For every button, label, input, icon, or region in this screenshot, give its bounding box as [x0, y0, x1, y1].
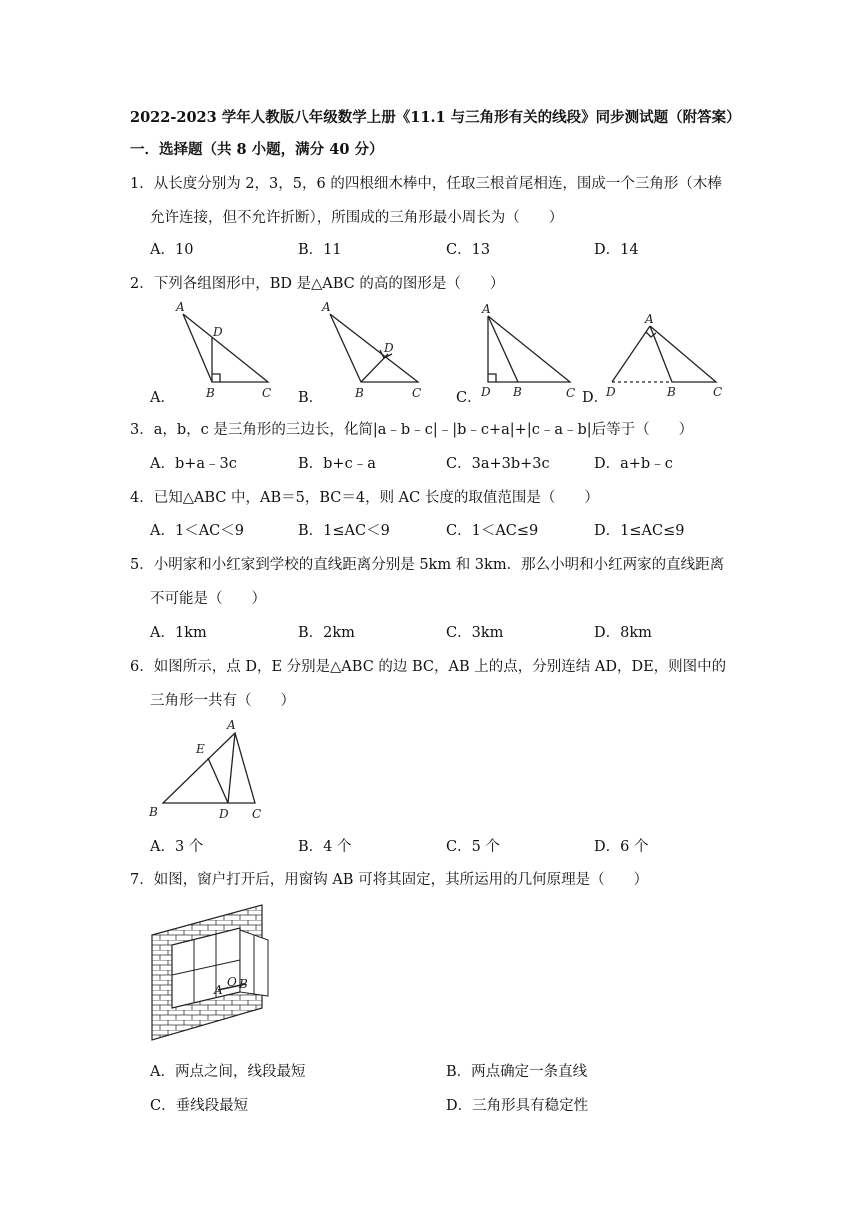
question-5-option-a: A．1km	[150, 625, 207, 641]
fig-a-label-d: D	[213, 325, 223, 339]
question-5-line-2: 不可能是（ ）	[150, 591, 266, 607]
question-4-line-1: 4．已知△ABC 中，AB＝5，BC＝4，则 AC 长度的取值范围是（ ）	[130, 490, 599, 506]
question-6-option-d: D．6 个	[594, 839, 649, 855]
fig-a-label-c: C	[262, 386, 272, 400]
question-3-line-1: 3．a，b，c 是三角形的三边长，化简|a﹣b﹣c|﹣|b﹣c+a|+|c﹣a﹣b|后等于（ ）	[130, 422, 694, 438]
page-title: 2022-2023 学年人教版八年级数学上册《11.1 与三角形有关的线段》同步测试题（附答案）	[130, 109, 741, 126]
question-6-option-c: C．5 个	[446, 839, 500, 855]
fig6-label-c: C	[252, 807, 262, 821]
question-2-line-1: 2．下列各组图形中，BD 是△ABC 的高的图形是（ ）	[130, 276, 505, 292]
question-6-option-b: B．4 个	[298, 839, 352, 855]
fig7-label-b: B	[239, 977, 248, 991]
fig-c-label-d: D	[481, 385, 491, 399]
fig7-label-o: O	[227, 975, 237, 989]
question-4-option-a: A．1＜AC＜9	[150, 523, 244, 539]
fig-c-label-c: C	[566, 386, 576, 400]
question-7-option-d: D．三角形具有稳定性	[446, 1098, 589, 1114]
fig-d-label-d: D	[606, 385, 616, 399]
fig-b-label-a: A	[322, 300, 331, 314]
question-2-option-d: D．	[582, 390, 609, 406]
question-6-option-a: A．3 个	[150, 839, 204, 855]
fig-d-label-a: A	[645, 312, 654, 326]
question-5-option-d: D．8km	[594, 625, 652, 641]
section-heading: 一．选择题（共 8 小题，满分 40 分）	[130, 141, 384, 158]
question-5-option-c: C．3km	[446, 625, 504, 641]
question-1-option-b: B．11	[298, 242, 342, 258]
question-7-line-1: 7．如图，窗户打开后，用窗钩 AB 可将其固定，其所运用的几何原理是（ ）	[130, 872, 649, 888]
question-1-option-d: D．14	[594, 242, 639, 258]
question-6-line-1: 6．如图所示，点 D，E 分别是△ABC 的边 BC，AB 上的点，分别连结 AD，DE，则图中的	[130, 659, 727, 675]
fig-a-label-b: B	[206, 386, 215, 400]
question-4-option-b: B．1≤AC＜9	[298, 523, 390, 539]
question-4-option-d: D．1≤AC≤9	[594, 523, 685, 539]
question-1-option-c: C．13	[446, 242, 491, 258]
fig6-label-b: B	[149, 805, 158, 819]
fig-c-label-a: A	[482, 302, 491, 316]
fig-d-label-c: C	[713, 385, 723, 399]
question-3-option-c: C．3a+3b+3c	[446, 456, 550, 472]
question-5-option-b: B．2km	[298, 625, 355, 641]
question-3-option-b: B．b+c﹣a	[298, 456, 376, 472]
fig-b-label-b: B	[355, 386, 364, 400]
question-6-line-2: 三角形一共有（ ）	[150, 693, 295, 709]
fig-b-label-d: D	[384, 341, 394, 355]
fig-d-label-b: B	[667, 385, 676, 399]
question-1-line-2: 允许连接，但不允许折断），所围成的三角形最小周长为（ ）	[150, 210, 564, 226]
fig6-label-a: A	[227, 718, 236, 732]
fig6-label-e: E	[196, 742, 205, 756]
fig7-label-a: A	[214, 983, 223, 997]
fig-a-label-a: A	[176, 300, 185, 314]
question-2-option-b: B．	[298, 390, 324, 406]
question-7-option-a: A．两点之间，线段最短	[150, 1064, 306, 1080]
question-3-option-d: D．a+b﹣c	[594, 456, 673, 472]
fig6-label-d: D	[219, 807, 229, 821]
fig-c-label-b: B	[513, 385, 522, 399]
question-7-option-b: B．两点确定一条直线	[446, 1064, 588, 1080]
question-1-line-1: 1．从长度分别为 2，3，5，6 的四根细木棒中，任取三根首尾相连，围成一个三角形（木棒	[130, 176, 722, 192]
fig-b-label-c: C	[412, 386, 422, 400]
question-2-option-c: C．	[456, 390, 482, 406]
question-1-option-a: A．10	[150, 242, 194, 258]
question-2-option-a: A．	[150, 390, 175, 406]
question-3-option-a: A．b+a﹣3c	[150, 456, 237, 472]
question-7-option-c: C．垂线段最短	[150, 1098, 249, 1114]
question-5-line-1: 5．小明家和小红家到学校的直线距离分别是 5km 和 3km．那么小明和小红两家的直线距离	[130, 557, 725, 573]
question-4-option-c: C．1＜AC≤9	[446, 523, 539, 539]
